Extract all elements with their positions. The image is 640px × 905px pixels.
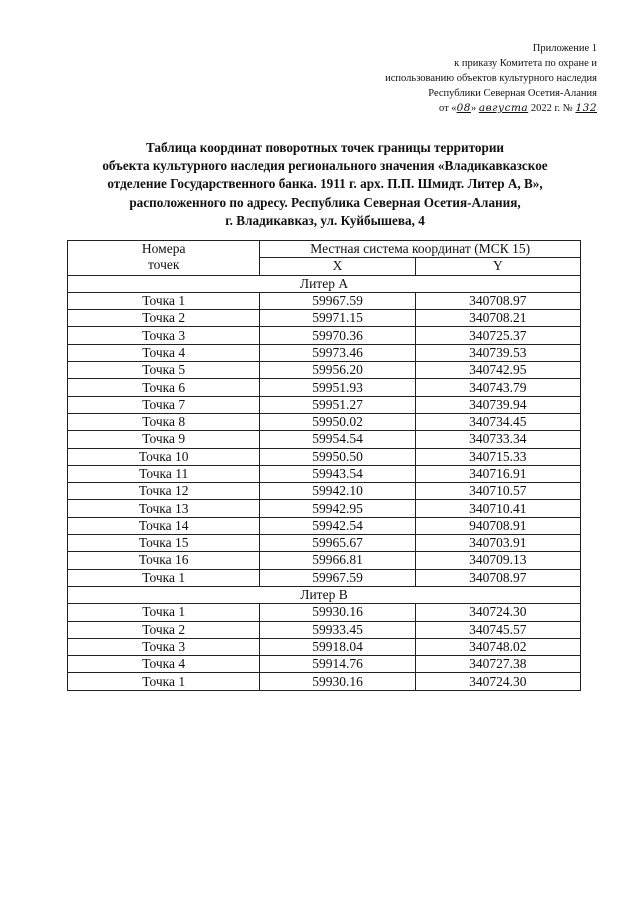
group-label: Литер В <box>68 586 581 603</box>
y-coordinate-cell: 340727.38 <box>415 656 580 673</box>
point-name-cell: Точка 1 <box>68 569 260 586</box>
y-coordinate-cell: 340725.37 <box>415 327 580 344</box>
table-row <box>68 638 581 655</box>
date-mid: » <box>470 103 477 114</box>
x-coordinate-cell: 59951.27 <box>260 396 415 413</box>
order-reference: к приказу Комитета по охране и <box>454 58 597 69</box>
table-row <box>68 396 581 413</box>
points-header-line-1: Номера <box>141 241 186 256</box>
point-name-cell: Точка 11 <box>68 465 260 482</box>
y-coordinate-cell: 340708.97 <box>415 292 580 309</box>
table-row <box>68 517 581 534</box>
point-name-cell: Точка 15 <box>68 535 260 552</box>
point-name-cell: Точка 2 <box>68 621 260 638</box>
date-day: 08 <box>456 102 471 114</box>
y-coordinate-cell: 340739.53 <box>415 344 580 361</box>
y-coordinate-cell: 340734.45 <box>415 413 580 430</box>
order-date-line <box>297 101 597 116</box>
title-line-3: отделение Государственного банка. 1911 г. арх. П.П. Шмидт. Литер А, В», <box>107 176 543 192</box>
x-coordinate-cell: 59933.45 <box>260 621 415 638</box>
point-name-cell: Точка 4 <box>68 656 260 673</box>
table-row <box>68 552 581 569</box>
x-coordinate-cell: 59914.76 <box>260 656 415 673</box>
appendix-header <box>297 41 597 116</box>
x-column-header: X <box>260 258 415 275</box>
table-row <box>68 621 581 638</box>
x-coordinate-cell: 59942.54 <box>260 517 415 534</box>
y-coordinate-cell: 340724.30 <box>415 604 580 621</box>
x-coordinate-cell: 59966.81 <box>260 552 415 569</box>
appendix-number: Приложение 1 <box>532 43 597 54</box>
point-name-cell: Точка 10 <box>68 448 260 465</box>
x-coordinate-cell: 59956.20 <box>260 362 415 379</box>
x-coordinate-cell: 59965.67 <box>260 535 415 552</box>
y-coordinate-cell: 340724.30 <box>415 673 580 690</box>
point-name-cell: Точка 1 <box>68 673 260 690</box>
table-row <box>68 465 581 482</box>
point-name-cell: Точка 8 <box>68 413 260 430</box>
table-row <box>68 483 581 500</box>
y-coordinate-cell: 340745.57 <box>415 621 580 638</box>
y-coordinate-cell: 340708.97 <box>415 569 580 586</box>
points-header-line-2: точек <box>147 257 180 272</box>
x-coordinate-cell: 59942.10 <box>260 483 415 500</box>
x-coordinate-cell: 59970.36 <box>260 327 415 344</box>
table-row <box>68 604 581 621</box>
y-coordinate-cell: 340709.13 <box>415 552 580 569</box>
title-line-4: расположенного по адресу. Республика Северная Осетия-Алания, <box>129 194 521 210</box>
y-coordinate-cell: 340715.33 <box>415 448 580 465</box>
table-row <box>68 379 581 396</box>
point-name-cell: Точка 12 <box>68 483 260 500</box>
x-coordinate-cell: 59967.59 <box>260 292 415 309</box>
table-row <box>68 535 581 552</box>
x-coordinate-cell: 59930.16 <box>260 604 415 621</box>
title-line-2: объекта культурного наследия регионального значения «Владикавказское <box>102 158 548 174</box>
y-coordinate-cell: 340708.21 <box>415 310 580 327</box>
x-coordinate-cell: 59954.54 <box>260 431 415 448</box>
point-name-cell: Точка 6 <box>68 379 260 396</box>
y-coordinate-cell: 340710.41 <box>415 500 580 517</box>
table-row <box>68 413 581 430</box>
point-name-cell: Точка 16 <box>68 552 260 569</box>
table-row <box>68 327 581 344</box>
point-name-cell: Точка 14 <box>68 517 260 534</box>
y-coordinate-cell: 340748.02 <box>415 638 580 655</box>
title-line-5: г. Владикавказ, ул. Куйбышева, 4 <box>225 212 425 228</box>
coordinates-table-body <box>68 275 581 690</box>
x-coordinate-cell: 59950.02 <box>260 413 415 430</box>
title-line-1: Таблица координат поворотных точек границы территории <box>145 140 505 155</box>
group-row <box>68 586 581 603</box>
point-name-cell: Точка 2 <box>68 310 260 327</box>
date-year: 2022 г. № <box>530 103 573 114</box>
x-coordinate-cell: 59973.46 <box>260 344 415 361</box>
y-column-header: Y <box>415 258 580 275</box>
y-coordinate-cell: 340716.91 <box>415 465 580 482</box>
table-row <box>68 292 581 309</box>
date-prefix: от « <box>438 103 457 114</box>
point-name-cell: Точка 1 <box>68 292 260 309</box>
y-coordinate-cell: 340733.34 <box>415 431 580 448</box>
y-coordinate-cell: 340742.95 <box>415 362 580 379</box>
point-name-cell: Точка 3 <box>68 638 260 655</box>
point-name-cell: Точка 4 <box>68 344 260 361</box>
y-coordinate-cell: 340703.91 <box>415 535 580 552</box>
x-coordinate-cell: 59943.54 <box>260 465 415 482</box>
point-name-cell: Точка 3 <box>68 327 260 344</box>
x-coordinate-cell: 59930.16 <box>260 673 415 690</box>
point-name-cell: Точка 5 <box>68 362 260 379</box>
table-header-row <box>68 241 581 258</box>
group-row <box>68 275 581 292</box>
table-row <box>68 431 581 448</box>
x-coordinate-cell: 59918.04 <box>260 638 415 655</box>
committee-name: использованию объектов культурного наследия <box>385 73 597 84</box>
republic-name: Республики Северная Осетия-Алания <box>428 88 597 99</box>
points-column-header <box>68 241 260 276</box>
y-coordinate-cell: 940708.91 <box>415 517 580 534</box>
x-coordinate-cell: 59971.15 <box>260 310 415 327</box>
order-number: 132 <box>575 102 597 114</box>
coordinate-system-header: Местная система координат (МСК 15) <box>260 241 581 258</box>
point-name-cell: Точка 13 <box>68 500 260 517</box>
table-row <box>68 569 581 586</box>
point-name-cell: Точка 7 <box>68 396 260 413</box>
table-row <box>68 500 581 517</box>
table-row <box>68 656 581 673</box>
x-coordinate-cell: 59950.50 <box>260 448 415 465</box>
table-row <box>68 310 581 327</box>
table-row <box>68 673 581 690</box>
group-label: Литер А <box>68 275 581 292</box>
document-title <box>60 139 590 230</box>
x-coordinate-cell: 59967.59 <box>260 569 415 586</box>
point-name-cell: Точка 9 <box>68 431 260 448</box>
table-row <box>68 344 581 361</box>
table-row <box>68 448 581 465</box>
coordinates-table <box>67 240 581 691</box>
y-coordinate-cell: 340710.57 <box>415 483 580 500</box>
y-coordinate-cell: 340743.79 <box>415 379 580 396</box>
x-coordinate-cell: 59951.93 <box>260 379 415 396</box>
table-row <box>68 362 581 379</box>
date-month: августа <box>478 102 529 114</box>
y-coordinate-cell: 340739.94 <box>415 396 580 413</box>
point-name-cell: Точка 1 <box>68 604 260 621</box>
x-coordinate-cell: 59942.95 <box>260 500 415 517</box>
